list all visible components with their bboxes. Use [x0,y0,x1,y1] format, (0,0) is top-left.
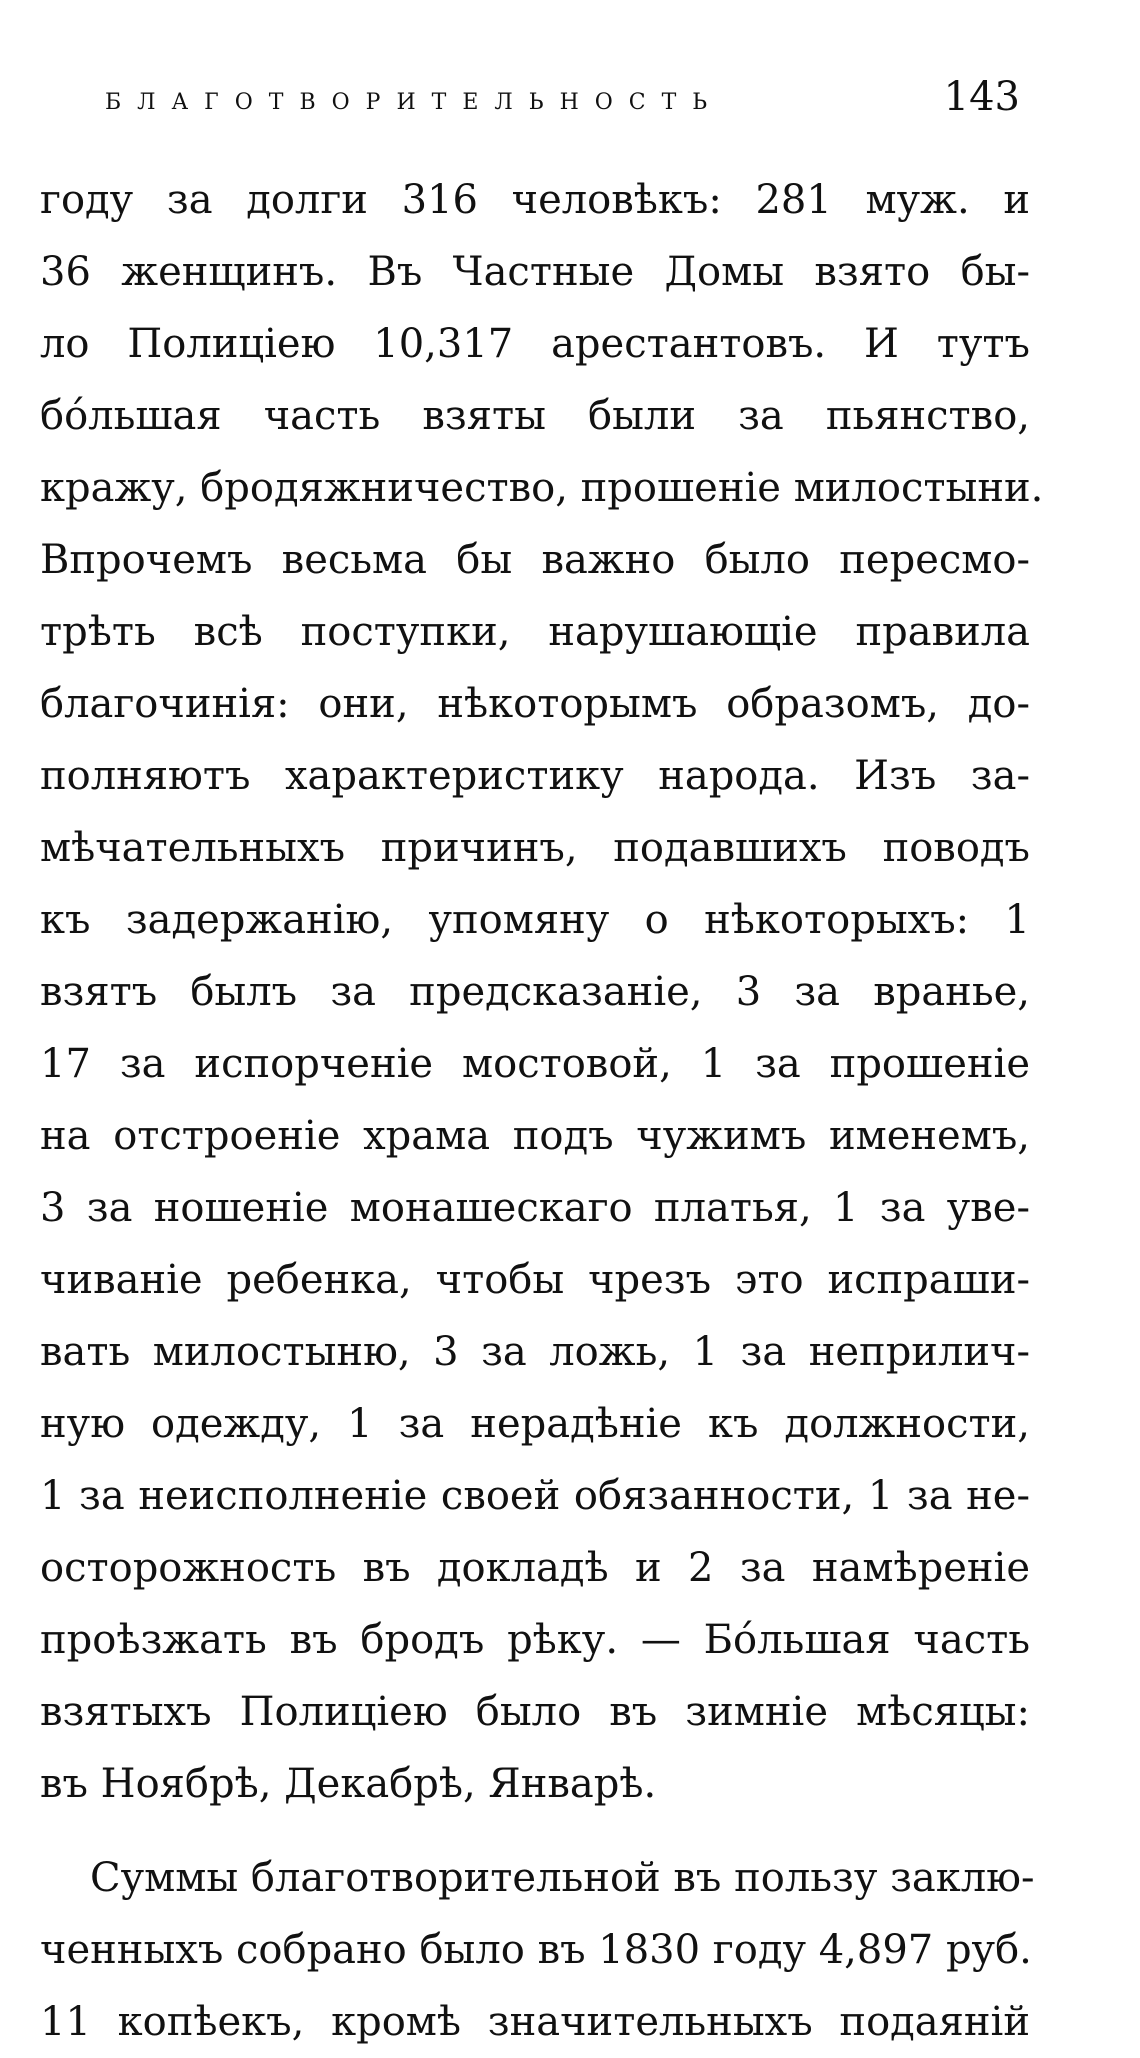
text-line: къ задержанію, упомяну о нѣкоторыхъ: 1 [40,897,1030,943]
text-line: мѣчательныхъ причинъ, подавшихъ поводъ [40,825,1030,871]
text-line: проѣзжать въ бродъ рѣку. — Бо́льшая часть [40,1617,1030,1663]
page-number: 143 [943,74,1020,120]
text-line: 17 за испорченіе мостовой, 1 за прошеніе [40,1041,1030,1087]
text-line: бо́льшая часть взяты были за пьянство, [40,393,1030,439]
text-line: взятъ былъ за предсказаніе, 3 за вранье, [40,969,1030,1015]
text-line: 11 копѣекъ, кромѣ значительныхъ подаяній [40,1999,1030,2045]
text-line: Суммы благотворительной въ пользу заклю- [90,1855,1035,1901]
text-line: Впрочемъ весьма бы важно было пересмо- [40,537,1030,583]
running-head: БЛАГОТВОРИТЕЛЬНОСТЬ [105,90,724,115]
text-line: взятыхъ Полиціею было въ зимніе мѣсяцы: [40,1689,1030,1735]
text-line: въ Ноябрѣ, Декабрѣ, Январѣ. [40,1761,657,1807]
text-line: на отстроеніе храма подъ чужимъ именемъ, [40,1113,1030,1159]
text-line: полняютъ характеристику народа. Изъ за- [40,753,1030,799]
text-line: благочинія: они, нѣкоторымъ образомъ, до- [40,681,1030,727]
text-line: кражу, бродяжничество, прошеніе милостыни. [40,465,1044,511]
text-line: ную одежду, 1 за нерадѣніе къ должности, [40,1401,1030,1447]
page-header [40,70,1030,130]
text-line: 1 за неисполненіе своей обязанности, 1 за не- [40,1473,1030,1519]
text-line: 36 женщинъ. Въ Частные Домы взято бы- [40,249,1030,295]
paragraph-2 [40,1842,1035,2058]
text-line: осторожность въ докладѣ и 2 за намѣреніе [40,1545,1030,1591]
book-page [40,70,1044,2058]
text-line: чиваніе ребенка, чтобы чрезъ это испраши- [40,1257,1030,1303]
paragraph-1 [40,164,1044,1820]
text-line: трѣть всѣ поступки, нарушающіе правила [40,609,1030,655]
text-line: ло Полиціею 10,317 арестантовъ. И тутъ [40,321,1030,367]
text-line: вать милостыню, 3 за ложь, 1 за неприлич- [40,1329,1030,1375]
text-line: году за долги 316 человѣкъ: 281 муж. и [40,177,1030,223]
text-line: 3 за ношеніе монашескаго платья, 1 за уве- [40,1185,1030,1231]
page-body [40,164,1044,2058]
text-line: ченныхъ собрано было въ 1830 году 4,897 руб. [40,1927,1032,1973]
